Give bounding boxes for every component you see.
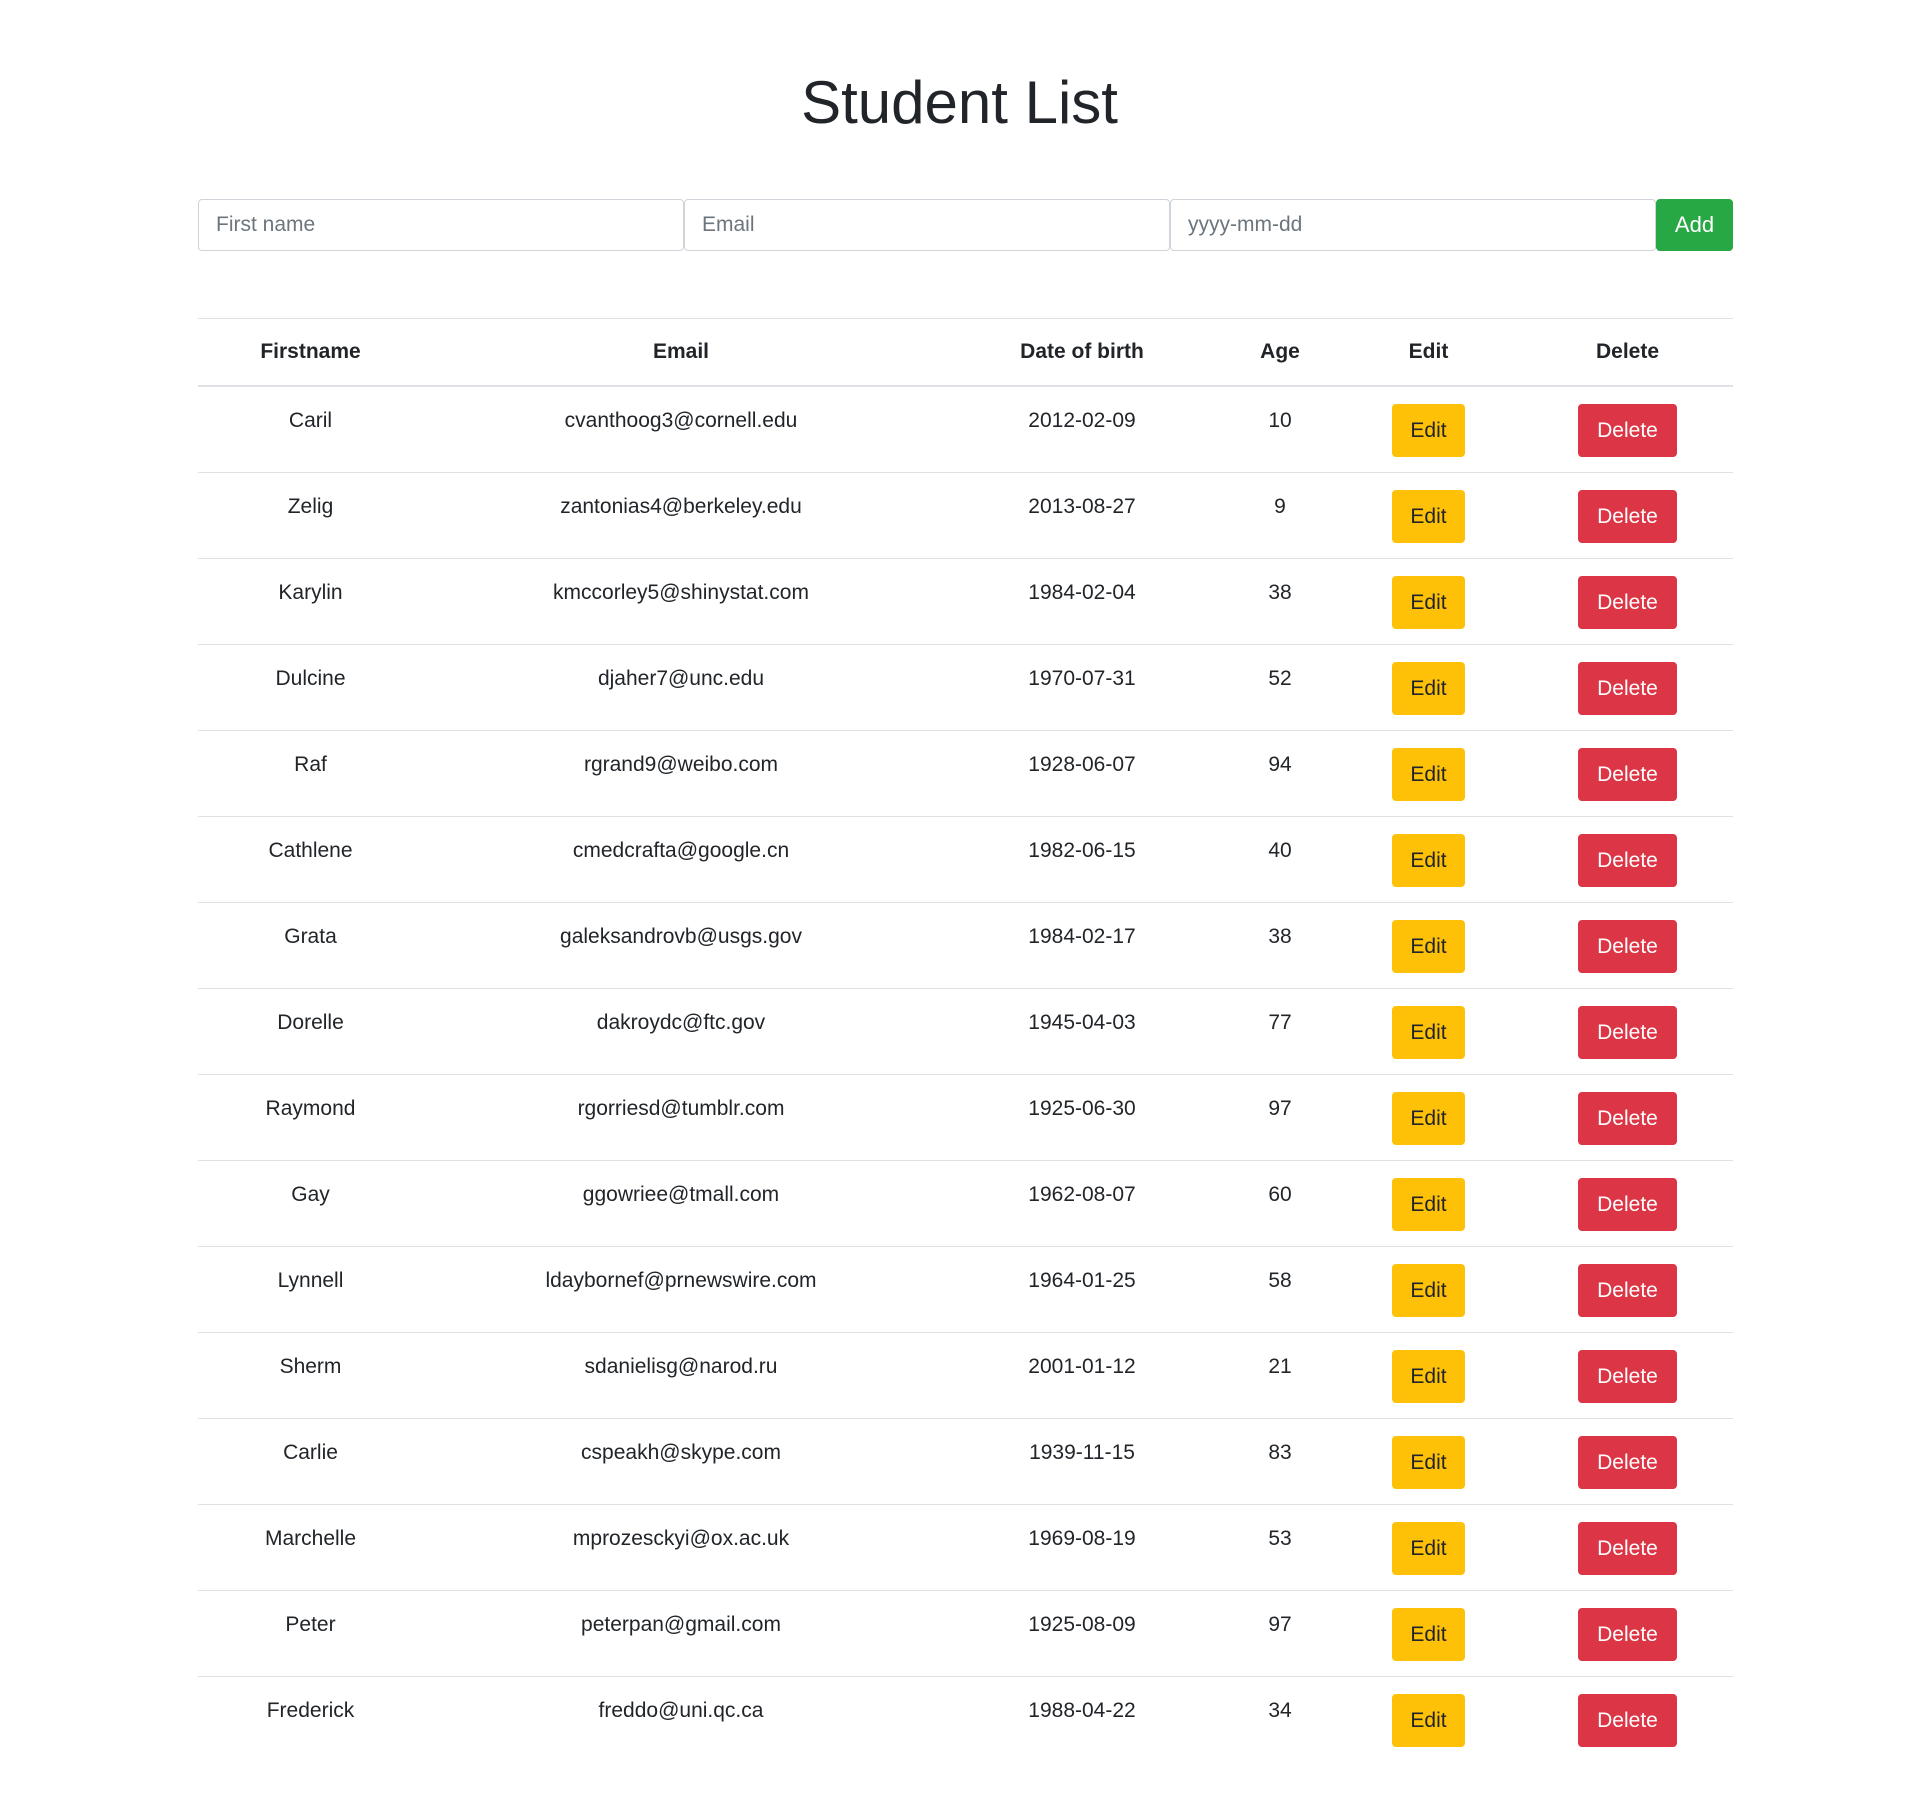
cell-email: kmccorley5@shinystat.com (423, 558, 939, 644)
cell-firstname: Marchelle (198, 1504, 423, 1590)
cell-edit (1335, 1332, 1522, 1418)
cell-dob: 1969-08-19 (939, 1504, 1225, 1590)
cell-delete (1522, 1676, 1733, 1762)
cell-dob: 1970-07-31 (939, 644, 1225, 730)
cell-email: cvanthoog3@cornell.edu (423, 386, 939, 472)
edit-button[interactable]: Edit (1392, 1350, 1465, 1403)
table-row (198, 1160, 1733, 1246)
cell-dob: 1984-02-17 (939, 902, 1225, 988)
cell-email: cmedcrafta@google.cn (423, 816, 939, 902)
cell-email: rgrand9@weibo.com (423, 730, 939, 816)
cell-dob: 1988-04-22 (939, 1676, 1225, 1762)
cell-firstname: Dorelle (198, 988, 423, 1074)
cell-email: freddo@uni.qc.ca (423, 1676, 939, 1762)
cell-delete (1522, 1418, 1733, 1504)
table-row (198, 1332, 1733, 1418)
edit-button[interactable]: Edit (1392, 920, 1465, 973)
cell-delete (1522, 816, 1733, 902)
table-row (198, 558, 1733, 644)
cell-edit (1335, 1590, 1522, 1676)
table-row (198, 386, 1733, 472)
cell-email: mprozesckyi@ox.ac.uk (423, 1504, 939, 1590)
cell-edit (1335, 1074, 1522, 1160)
cell-dob: 1925-08-09 (939, 1590, 1225, 1676)
cell-age: 58 (1225, 1246, 1335, 1332)
cell-firstname: Grata (198, 902, 423, 988)
delete-button[interactable]: Delete (1578, 920, 1677, 973)
table-row (198, 1504, 1733, 1590)
cell-edit (1335, 472, 1522, 558)
cell-email: djaher7@unc.edu (423, 644, 939, 730)
cell-edit (1335, 816, 1522, 902)
cell-age: 53 (1225, 1504, 1335, 1590)
cell-dob: 2001-01-12 (939, 1332, 1225, 1418)
delete-button[interactable]: Delete (1578, 1694, 1677, 1747)
edit-button[interactable]: Edit (1392, 1178, 1465, 1231)
cell-email: dakroydc@ftc.gov (423, 988, 939, 1074)
cell-edit (1335, 902, 1522, 988)
cell-delete (1522, 386, 1733, 472)
cell-dob: 1928-06-07 (939, 730, 1225, 816)
cell-edit (1335, 1246, 1522, 1332)
cell-firstname: Caril (198, 386, 423, 472)
cell-email: sdanielisg@narod.ru (423, 1332, 939, 1418)
edit-button[interactable]: Edit (1392, 404, 1465, 457)
cell-age: 97 (1225, 1074, 1335, 1160)
delete-button[interactable]: Delete (1578, 404, 1677, 457)
cell-edit (1335, 1676, 1522, 1762)
table-body (198, 386, 1733, 1762)
edit-button[interactable]: Edit (1392, 748, 1465, 801)
header-email: Email (423, 319, 939, 387)
cell-edit (1335, 988, 1522, 1074)
delete-button[interactable]: Delete (1578, 1006, 1677, 1059)
edit-button[interactable]: Edit (1392, 834, 1465, 887)
cell-delete (1522, 644, 1733, 730)
table-row (198, 1418, 1733, 1504)
edit-button[interactable]: Edit (1392, 1092, 1465, 1145)
cell-dob: 1984-02-04 (939, 558, 1225, 644)
delete-button[interactable]: Delete (1578, 834, 1677, 887)
table-row (198, 902, 1733, 988)
header-dob: Date of birth (939, 319, 1225, 387)
students-table (198, 318, 1733, 1762)
cell-age: 94 (1225, 730, 1335, 816)
add-student-form (198, 199, 1733, 251)
table-row (198, 1590, 1733, 1676)
cell-age: 60 (1225, 1160, 1335, 1246)
edit-button[interactable]: Edit (1392, 1264, 1465, 1317)
edit-button[interactable]: Edit (1392, 490, 1465, 543)
cell-firstname: Raf (198, 730, 423, 816)
cell-age: 52 (1225, 644, 1335, 730)
page-title: Student List (801, 69, 1118, 136)
cell-delete (1522, 1074, 1733, 1160)
firstname-input[interactable] (198, 199, 684, 251)
cell-age: 97 (1225, 1590, 1335, 1676)
header-firstname: Firstname (198, 319, 423, 387)
cell-delete (1522, 902, 1733, 988)
delete-button[interactable]: Delete (1578, 490, 1677, 543)
edit-button[interactable]: Edit (1392, 1436, 1465, 1489)
table-row (198, 988, 1733, 1074)
cell-age: 38 (1225, 902, 1335, 988)
cell-age: 83 (1225, 1418, 1335, 1504)
cell-edit (1335, 644, 1522, 730)
cell-firstname: Zelig (198, 472, 423, 558)
table-row (198, 730, 1733, 816)
delete-button[interactable]: Delete (1578, 1178, 1677, 1231)
delete-button[interactable]: Delete (1578, 662, 1677, 715)
cell-age: 9 (1225, 472, 1335, 558)
table-row (198, 1246, 1733, 1332)
cell-email: cspeakh@skype.com (423, 1418, 939, 1504)
cell-delete (1522, 558, 1733, 644)
cell-email: rgorriesd@tumblr.com (423, 1074, 939, 1160)
cell-age: 21 (1225, 1332, 1335, 1418)
cell-firstname: Frederick (198, 1676, 423, 1762)
cell-delete (1522, 730, 1733, 816)
cell-dob: 1939-11-15 (939, 1418, 1225, 1504)
cell-dob: 1982-06-15 (939, 816, 1225, 902)
table-row (198, 644, 1733, 730)
cell-firstname: Lynnell (198, 1246, 423, 1332)
cell-dob: 1964-01-25 (939, 1246, 1225, 1332)
delete-button[interactable]: Delete (1578, 1608, 1677, 1661)
table-row (198, 472, 1733, 558)
cell-delete (1522, 1160, 1733, 1246)
header-row (198, 319, 1733, 387)
cell-firstname: Sherm (198, 1332, 423, 1418)
header-edit: Edit (1335, 319, 1522, 387)
cell-dob: 1962-08-07 (939, 1160, 1225, 1246)
cell-delete (1522, 988, 1733, 1074)
cell-dob: 2012-02-09 (939, 386, 1225, 472)
edit-button[interactable]: Edit (1392, 1006, 1465, 1059)
cell-age: 40 (1225, 816, 1335, 902)
cell-email: galeksandrovb@usgs.gov (423, 902, 939, 988)
add-button[interactable]: Add (1656, 199, 1733, 251)
edit-button[interactable]: Edit (1392, 1694, 1465, 1747)
cell-firstname: Gay (198, 1160, 423, 1246)
cell-age: 77 (1225, 988, 1335, 1074)
dob-input[interactable] (1170, 199, 1656, 251)
cell-age: 38 (1225, 558, 1335, 644)
cell-firstname: Cathlene (198, 816, 423, 902)
cell-dob: 1945-04-03 (939, 988, 1225, 1074)
cell-email: zantonias4@berkeley.edu (423, 472, 939, 558)
cell-delete (1522, 1246, 1733, 1332)
cell-email: ldaybornef@prnewswire.com (423, 1246, 939, 1332)
cell-delete (1522, 1332, 1733, 1418)
delete-button[interactable]: Delete (1578, 1436, 1677, 1489)
edit-button[interactable]: Edit (1392, 1522, 1465, 1575)
cell-delete (1522, 472, 1733, 558)
cell-email: ggowriee@tmall.com (423, 1160, 939, 1246)
cell-edit (1335, 730, 1522, 816)
cell-delete (1522, 1504, 1733, 1590)
table-header (198, 319, 1733, 387)
delete-button[interactable]: Delete (1578, 1092, 1677, 1145)
delete-button[interactable]: Delete (1578, 1350, 1677, 1403)
cell-firstname: Raymond (198, 1074, 423, 1160)
cell-dob: 2013-08-27 (939, 472, 1225, 558)
email-input[interactable] (684, 199, 1170, 251)
cell-edit (1335, 386, 1522, 472)
cell-age: 34 (1225, 1676, 1335, 1762)
cell-delete (1522, 1590, 1733, 1676)
table-row (198, 1074, 1733, 1160)
delete-button[interactable]: Delete (1578, 1522, 1677, 1575)
table-row (198, 1676, 1733, 1762)
cell-age: 10 (1225, 386, 1335, 472)
cell-firstname: Carlie (198, 1418, 423, 1504)
cell-email: peterpan@gmail.com (423, 1590, 939, 1676)
header-delete: Delete (1522, 319, 1733, 387)
cell-edit (1335, 558, 1522, 644)
cell-edit (1335, 1504, 1522, 1590)
cell-firstname: Peter (198, 1590, 423, 1676)
delete-button[interactable]: Delete (1578, 1264, 1677, 1317)
cell-dob: 1925-06-30 (939, 1074, 1225, 1160)
table-row (198, 816, 1733, 902)
edit-button[interactable]: Edit (1392, 576, 1465, 629)
delete-button[interactable]: Delete (1578, 576, 1677, 629)
cell-edit (1335, 1160, 1522, 1246)
cell-edit (1335, 1418, 1522, 1504)
edit-button[interactable]: Edit (1392, 662, 1465, 715)
edit-button[interactable]: Edit (1392, 1608, 1465, 1661)
cell-firstname: Karylin (198, 558, 423, 644)
delete-button[interactable]: Delete (1578, 748, 1677, 801)
cell-firstname: Dulcine (198, 644, 423, 730)
header-age: Age (1225, 319, 1335, 387)
